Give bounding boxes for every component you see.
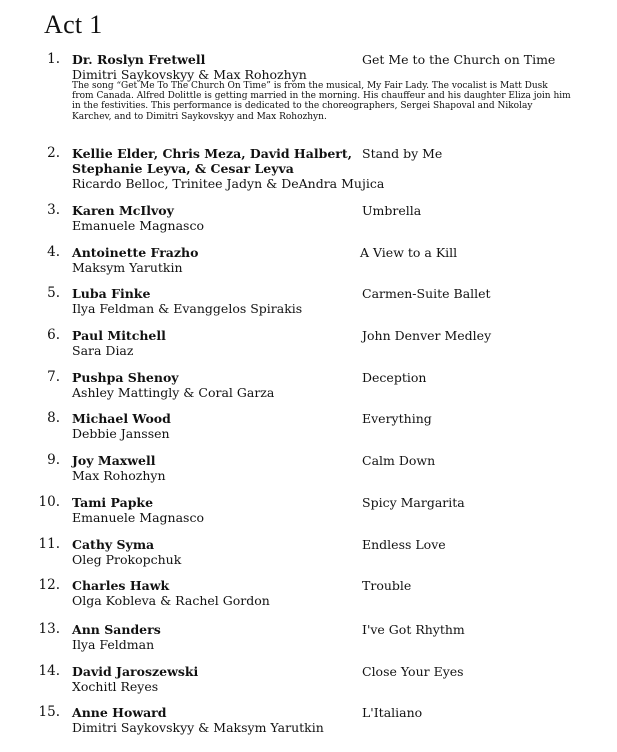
performance-note: The song “Get Me To The Church On Time” is from the musical, My Fair Lady. The vocalist is Matt Dusk from Canada. Alfred Dolittle is getting married in the morning. His chauffeur and his daughter Eliza join him in the festivities. This performance is dedicated to the choreographers, Sergei Shapoval and Nikolay Karchev, and to Dimitri Saykovskyy and Max Rohozhyn. bbox=[72, 81, 571, 122]
entry-number: 9. bbox=[47, 452, 60, 468]
choreographer-names: Sara Diaz bbox=[72, 343, 134, 358]
performer-name: Charles Hawk bbox=[72, 578, 170, 593]
song-title: Carmen-Suite Ballet bbox=[362, 286, 491, 301]
song-title: I've Got Rhythm bbox=[362, 622, 465, 637]
entry-number: 1. bbox=[47, 51, 60, 67]
entry-number: 6. bbox=[47, 327, 60, 343]
performer-name: David Jaroszewski bbox=[72, 664, 199, 679]
performer-name: Joy Maxwell bbox=[72, 453, 156, 468]
choreographer-names: Ashley Mattingly & Coral Garza bbox=[72, 385, 275, 400]
entry-number: 14. bbox=[38, 663, 60, 679]
song-title: Calm Down bbox=[362, 453, 436, 468]
performer-name: Kellie Elder, Chris Meza, David Halbert, Stephanie Leyva, & Cesar Leyva bbox=[72, 146, 352, 176]
song-title: Spicy Margarita bbox=[362, 495, 465, 510]
entry-number: 10. bbox=[38, 494, 60, 510]
choreographer-names: Olga Kobleva & Rachel Gordon bbox=[72, 593, 270, 608]
entry-number: 7. bbox=[47, 369, 60, 385]
entry-number: 5. bbox=[47, 285, 60, 301]
choreographer-names: Dimitri Saykovskyy & Maksym Yarutkin bbox=[72, 720, 324, 735]
choreographer-names: Emanuele Magnasco bbox=[72, 510, 204, 525]
performer-name: Ann Sanders bbox=[72, 622, 161, 637]
choreographer-names: Ilya Feldman bbox=[72, 637, 155, 652]
choreographer-names: Oleg Prokopchuk bbox=[72, 552, 182, 567]
song-title: L'Italiano bbox=[362, 705, 423, 720]
performer-name: Antoinette Frazho bbox=[72, 245, 199, 260]
song-title: Close Your Eyes bbox=[362, 664, 464, 679]
performer-name: Karen McIlvoy bbox=[72, 203, 174, 218]
performer-name: Michael Wood bbox=[72, 411, 171, 426]
entry-number: 11. bbox=[38, 536, 60, 552]
choreographer-names: Max Rohozhyn bbox=[72, 468, 166, 483]
performer-name: Paul Mitchell bbox=[72, 328, 166, 343]
page-title: Act 1 bbox=[44, 10, 103, 39]
song-title: A View to a Kill bbox=[360, 245, 458, 260]
song-title: Deception bbox=[362, 370, 427, 385]
performer-name: Anne Howard bbox=[72, 705, 167, 720]
choreographer-names: Debbie Janssen bbox=[72, 426, 170, 441]
song-title: Get Me to the Church on Time bbox=[362, 52, 556, 67]
entry-number: 4. bbox=[47, 244, 60, 260]
entry-number: 2. bbox=[47, 145, 60, 161]
performer-name: Pushpa Shenoy bbox=[72, 370, 179, 385]
song-title: Trouble bbox=[362, 578, 412, 593]
entry-number: 8. bbox=[47, 410, 60, 426]
choreographer-names: Maksym Yarutkin bbox=[72, 260, 183, 275]
choreographer-names: Ricardo Belloc, Trinitee Jadyn & DeAndra Mujica bbox=[72, 176, 385, 191]
choreographer-names: Emanuele Magnasco bbox=[72, 218, 204, 233]
choreographer-names: Ilya Feldman & Evanggelos Spirakis bbox=[72, 301, 303, 316]
song-title: Umbrella bbox=[362, 203, 422, 218]
song-title: Stand by Me bbox=[362, 146, 443, 161]
entry-number: 3. bbox=[47, 202, 60, 218]
performer-name: Cathy Syma bbox=[72, 537, 155, 552]
entry-number: 13. bbox=[38, 621, 60, 637]
performer-name: Luba Finke bbox=[72, 286, 151, 301]
song-title: Everything bbox=[362, 411, 432, 426]
choreographer-names: Dimitri Saykovskyy & Max Rohozhyn bbox=[72, 67, 307, 82]
entry-number: 15. bbox=[38, 704, 60, 720]
choreographer-names: Xochitl Reyes bbox=[72, 679, 159, 694]
performer-name: Tami Papke bbox=[72, 495, 154, 510]
song-title: Endless Love bbox=[362, 537, 446, 552]
song-title: John Denver Medley bbox=[362, 328, 492, 343]
entry-number: 12. bbox=[38, 577, 60, 593]
performer-name: Dr. Roslyn Fretwell bbox=[72, 52, 206, 67]
